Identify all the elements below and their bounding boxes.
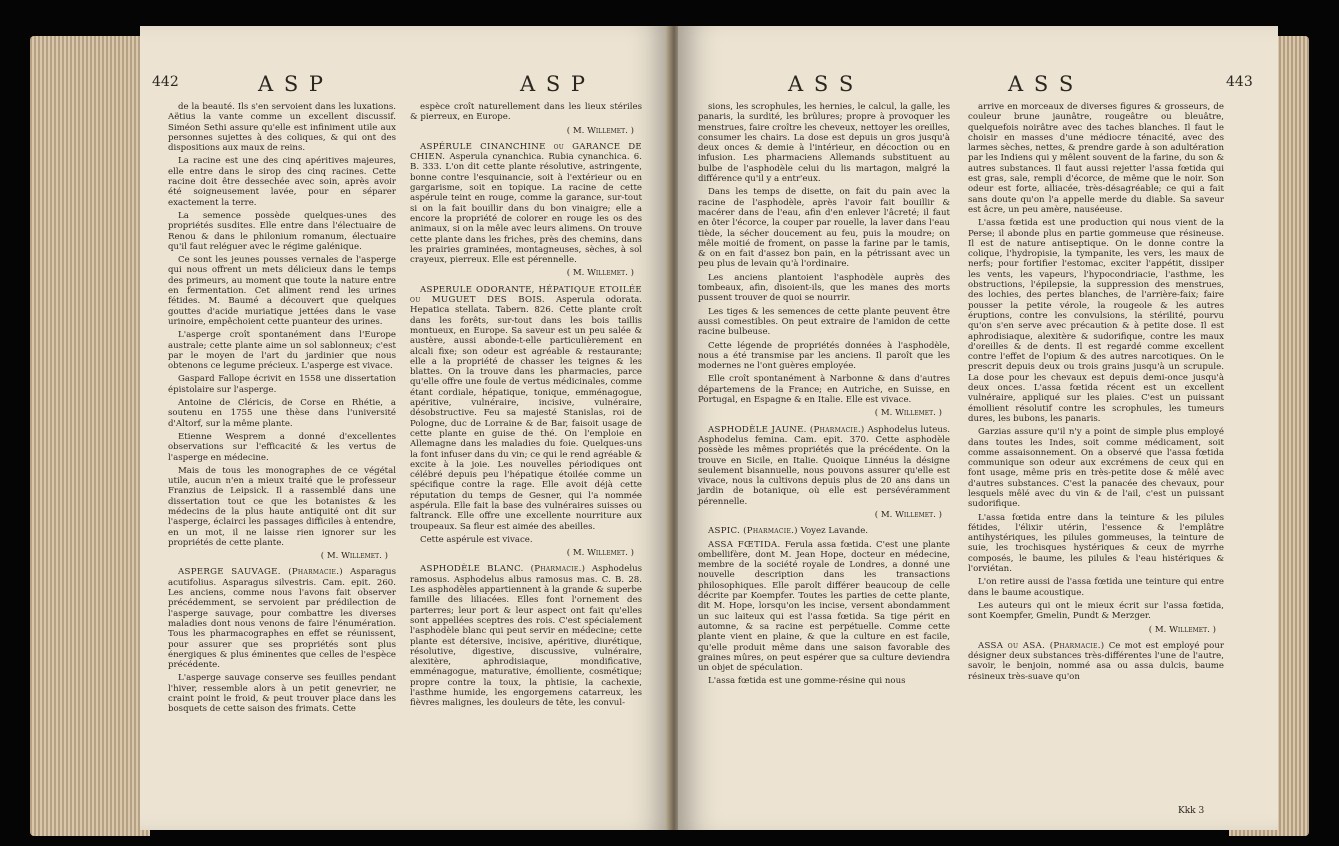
text-column-2 (410, 102, 642, 712)
paragraph-text: L'on retire aussi de l'assa fœtida une teinture qui entre dans le baume acoustique. (968, 577, 1224, 598)
paragraph-text: L'assa fœtida est une production qui nous vient de la Perse; il abonde plus en partie gommeuse que résineuse. Il est de nature antiseptique. On le donne contre la colique, l'hydropisie, la tympanite, les vers, les maux de nerfs; pour fortifier l'estomac, exciter l'appétit, dissiper les vents, les vapeurs, l'hypocondriacie, l'asthme, les obstructions, l'épilepsie, la suppression des menstrues, des lochies, des pertes blanches, de l'arrière-faix; faire pousser la petite vérole, la rougeole & les autres éruptions, contre les convulsions, la stérilité, pourvu qu'on s'en serve avec précaution & à petite dose. Il est aphrodisiaque, alexitère & sudorifique, contre les maux d'oreilles & de dents. Il est regardé comme excellent contre l'effet de l'opium & des autres narcotiques. On le prescrit depuis deux ou trois grains jusqu'à un scrupule. La dose pour les chevaux est depuis demi-once jusqu'à deux onces. L'assa fœtida récent est un excellent vulnéraire, appliqué sur les plaies. C'est un puissant émollient résolutif contre les scrophules, les tumeurs dures, les bubons, les panaris. (968, 218, 1224, 424)
paragraph-text: Asparagus acutifolius. Asparagus silvestris. Cam. epit. 260. Les anciens, comme nous l'avons fait observer précédemment, se servoient par prédilection de l'asperge sauvage, pour combattre les diverses maladies dont nous venons de faire l'énumération. Tous les pharmacographes en effet se réunissent, pour assurer que ses propriétés sont plus énergiques & plus éminentes que celles de l'espèce précédente. (168, 567, 396, 671)
right-page (678, 26, 1278, 830)
paragraph-text: L'assa fœtida est une gomme-résine qui nous (708, 676, 906, 687)
paragraph-text: Dans les temps de disette, on fait du pain avec la racine de l'asphodèle, après l'avoir fait bouillir & macérer dans de l'eau, afin d'en enlever l'âcreté; il faut en ôter l'écorce, la couper par rouelle, la laver dans l'eau tiède, la sécher doucement au feu, puis la moudre; on mêle moitié de froment, on passe la farine par le tamis, & on en fait d'assez bon pain, en la pétrissant avec un peu plus de levain qu'à l'ordinaire. (698, 187, 950, 270)
paragraph-text: Ce sont les jeunes pousses vernales de l'asperge qui nous offrent un mets délicieux dans le temps des primeurs, au moment que toute la nature entre en fermentation. Cet aliment rend les urines fétides. M. Baumé a découvert que quelques gouttes d'acide muriatique jettées dans le vase urinoire, empêchoient cette puanteur des urines. (168, 255, 396, 327)
body-paragraph (698, 273, 950, 304)
catchword: Kkk 3 (1178, 806, 1205, 816)
body-paragraph (698, 374, 950, 405)
paragraph-text: Cette aspérule est vivace. (420, 534, 533, 545)
author-signature: ( M. Willemet. ) (410, 268, 634, 278)
entry-headword: ASSA ou ASA. (Pharmacie.) (978, 640, 1105, 651)
paragraph-text: Voyez Lavande. (800, 526, 869, 537)
paragraph-text: L'assa fœtida entre dans la teinture & les pilules fétides, l'élixir utérin, l'essence & l'emplâtre antihystériques, les pilules gommeuses, la teinture de suie, les trochisques hystériques & ceux de myrrhe composés, le baume, les pilules & l'eau histériques & l'orviétan. (968, 512, 1224, 575)
paragraph-text: L'asperge sauvage conserve ses feuilles pendant l'hiver, ressemble alors à un petit genevrier, ne craint point le froid, & peut trouver place dans les bosquets de cette saison des frimats. Cette (168, 673, 396, 715)
body-paragraph (168, 255, 396, 327)
running-header-right: A S S (1008, 72, 1076, 96)
paragraph-text: Mais de tous les monographes de ce végétal utile, aucun n'en a mieux traité que le professeur Franzius de Leipsick. Il a rassemblé dans une dissertation tout ce que les botanistes & les médecins de la plus haute antiquité ont dit sur l'asperge, éclairci les passages difficiles à entendre, en un mot, il ne laisse rien ignorer sur les propriétés de cette plante. (168, 465, 396, 548)
entry-headword: ASPIC. (Pharmacie.) (708, 526, 798, 537)
paragraph-text: Asperula cynanchica. Rubia cynanchica. 6. B. 333. L'on dit cette plante résolutive, astringente, bonne contre l'esquinancie, soit à l'extérieur ou en gargarisme, soit en topique. La racine de cette aspérule teint en rouge, comme la garance, sur-tout si on la fait bouillir dans du bon vinaigre; elle a encore la propriété de colorer en rouge les os des animaux, si on la mêle avec leurs alimens. On trouve cette plante dans les friches, près des chemins, dans les prairies graminées, montagneuses, sèches, à sol crayeux, pierreux. Elle est pérennelle. (410, 152, 642, 266)
entry-paragraph (698, 526, 950, 536)
paragraph-text: Etienne Wesprem a donné d'excellentes observations sur l'efficacité & les vertus de l'asperge en médecine. (168, 431, 396, 463)
paragraph-text: espèce croît naturellement dans les lieux stériles & pierreux, en Europe. (410, 102, 642, 123)
entry-paragraph (410, 142, 642, 266)
entry-paragraph (410, 285, 642, 532)
text-column-1 (698, 102, 950, 690)
body-paragraph (968, 601, 1224, 622)
author-signature: ( M. Willemet. ) (410, 548, 634, 558)
paragraph-text: L'asperge croît spontanément dans l'Europe australe; cette plante aime un sol sablonneux; c'est par le moyen de l'art du jardinier que nous obtenons ce legume précieux. L'asperge est vivace. (168, 330, 396, 372)
author-signature: ( M. Willemet. ) (968, 625, 1216, 635)
running-header-left: A S P (258, 72, 326, 96)
page-number: 442 (152, 74, 179, 90)
body-paragraph (968, 513, 1224, 575)
left-page (140, 26, 670, 830)
body-paragraph (168, 466, 396, 548)
body-paragraph (698, 341, 950, 372)
paragraph-text: arrive en morceaux de diverses figures & grosseurs, de couleur brune jaunâtre, rougeâtre ou bleuâtre, quelquefois noirâtre avec des taches blanches. Il faut le choisir en masses d'une médiocre ténacité, avec des larmes sèches, nettes, & prendre garde à son adultération par les Indiens qui y mêlent souvent de la farine, du son & autres substances. Il faut aussi rejetter l'assa fœtida qui est gras, sale, rempli d'écorce, de même que le noir. Son odeur est forte, alliacée, très-désagréable; ce qui a fait sans doute qu'on l'a appelle merde du diable. Sa saveur est âcre, un peu amère, nauséeuse. (968, 102, 1224, 215)
entry-headword: ASPÉRULE CINANCHINE ou GARANCE DE CHIEN. (410, 141, 642, 163)
paragraph-text: Asperula odorata. Hepatica stellata. Tabern. 826. Cette plante croît dans les forêts, sur-tout dans les bois taillis montueux, en Europe. Sa saveur est un peu salée & austère, aussi abonde-t-elle particulièrement en alcali fixe; son odeur est agréable & restaurante; elle a la propriété de chasser les teignes & les blattes. On la trouve dans les pharmacies, parce qu'elle offre une foule de vertus médicinales, comme étant cordiale, hépatique, tonique, emménagogue, apéritive, vulnéraire, incisive, vulnéraire, désobstructive. Feu sa majesté Stanislas, roi de Pologne, duc de Lorraine & de Bar, faisoit usage de cette plante en guise de thé. On l'emploie en Allemagne dans les maladies du foie. Quelques-uns la font infuser dans du vin; ce qui le rend agréable & excite à la joie. Les nouvelles périodiques ont célébré depuis peu l'hépatique étoilée comme un spécifique contre la rage. Elle avoit déjà cette réputation du temps de Gesner, qui l'a nommée aspérula. Elle fait la base des vulnéraires suisses ou faltranck. Elle offre une excellente nourriture aux troupeaux. Sa fleur est aimée des abeilles. (410, 295, 642, 532)
body-paragraph (968, 427, 1224, 509)
body-paragraph (698, 187, 950, 269)
body-paragraph (698, 676, 950, 686)
body-paragraph (168, 156, 396, 207)
paragraph-text: Antoine de Cléricis, de Corse en Rhétie, a soutenu en 1755 une thèse dans l'université d'Altorf, sur la même plante. (168, 398, 396, 429)
body-paragraph (168, 211, 396, 252)
body-paragraph (968, 102, 1224, 215)
paragraph-text: Ferula assa fœtida. C'est une plante ombellifère, dont M. Jean Hope, docteur en médecine, membre de la société royale de Londres, a donné une nouvelle description dans les transactions philosophiques. Elle paroît différer beaucoup de celle décrite par Koempfer. Toutes les parties de cette plante, dit M. Hope, lorsqu'on les incise, versent abondamment un suc laiteux qui est l'assa fœtida. Sa tige périt en automne, & sa racine est perpétuelle. Comme cette plante vient en plaine, & que la culture en est facile, qu'elle produit même dans une saison favorable des graines mûres, on peut espérer que sa culture deviendra un objet de spéculation. (698, 539, 951, 674)
body-paragraph (698, 102, 950, 184)
text-column-1 (168, 102, 396, 718)
author-signature: ( M. Willemet. ) (698, 408, 942, 418)
body-paragraph (698, 307, 950, 338)
paragraph-text: Les tiges & les semences de cette plante peuvent être aussi comestibles. On peut extraire de l'amidon de cette racine bulbeuse. (698, 306, 950, 338)
author-signature: ( M. Willemet. ) (698, 510, 942, 520)
paragraph-text: de la beauté. Ils s'en servoient dans les luxations. Aëtius la vante comme un excellent discussif. Siméon Sethi assure qu'elle est infiniment utile aux personnes sujettes à des coliques, & qui ont des dispositions aux maux de reins. (168, 102, 396, 154)
body-paragraph (168, 432, 396, 463)
running-header-right: A S P (520, 72, 588, 96)
entry-paragraph (698, 425, 950, 507)
paragraph-text: Elle croît spontanément à Narbonne & dans d'autres départemens de la France; en Autriche, en Suisse, en Portugal, en Espagne & en Italie. Elle est vivace. (698, 374, 950, 406)
body-paragraph (168, 673, 396, 714)
entry-paragraph (410, 564, 642, 708)
entry-headword: ASPHODÈLE BLANC. (Pharmacie.) (420, 564, 586, 575)
paragraph-text: Les auteurs qui ont le mieux écrit sur l'assa fœtida, sont Koempfer, Gmelin, Pundt & Merzger. (968, 600, 1224, 622)
paragraph-text: sions, les scrophules, les hernies, le calcul, la galle, les panaris, la surdité, les brûlures; propre à provoquer les menstrues, faire croître les cheveux, nettoyer les oreilles, consumer les chairs. La dose est depuis un gros jusqu'à deux onces & demie à l'intérieur, en décoction ou en infusion. Les pharmaciens Allemands substituent au bulbe de l'asphodèle celui du lis martagon, malgré la différence qu'il y a entr'eux. (698, 102, 950, 185)
page-number: 443 (1226, 74, 1253, 90)
author-signature: ( M. Willemet. ) (410, 126, 634, 136)
entry-paragraph (168, 567, 396, 670)
body-paragraph (168, 330, 396, 371)
entry-headword: ASPERGE SAUVAGE. (Pharmacie.) (178, 567, 343, 578)
body-paragraph (410, 535, 642, 545)
page-edges-left (30, 36, 150, 836)
body-paragraph (168, 398, 396, 429)
body-paragraph (168, 102, 396, 153)
author-signature: ( M. Willemet. ) (168, 551, 388, 561)
body-paragraph (968, 218, 1224, 424)
paragraph-text: Gaspard Fallope écrivit en 1558 une dissertation épistolaire sur l'asperge. (168, 374, 396, 395)
paragraph-text: Asphodelus ramosus. Asphodelus albus ramosus mas. C. B. 28. Les asphodèles appartiennent à la grande & superbe famille des liliacées. Elles font l'ornement des parterres; leur port & leur aspect ont fait qu'elles sont appellées sceptres des rois. C'est spécialement l'asphodèle blanc qui peut servir en médecine; cette plante est détersive, incisive, apéritive, diurétique, résolutive, digestive, discussive, vulnéraire, alexitère, aphrodisiaque, mondificative, emménagogue, maturative, émolliente, cosmétique; propre contre la toux, la phtisie, la cachexie, l'asthme humide, les engorgemens catarreux, les fièvres malignes, les douleurs de tête, les convul- (410, 564, 643, 709)
paragraph-text: La racine est une des cinq apéritives majeures, elle entre dans le sirop des cinq racines. Cette racine doit être dessechée avec soin, après avoir été soigneusement lavée, pour en séparer exactement la terre. (168, 156, 396, 208)
body-paragraph (968, 577, 1224, 598)
entry-headword: ASSA FŒTIDA. (708, 539, 781, 550)
entry-paragraph (698, 540, 950, 674)
paragraph-text: Garzias assure qu'il n'y a point de simple plus employé dans toutes les Indes, soit comme médicament, soit comme assaisonnement. On a observé que l'assa fœtida communique son odeur aux excrémens de ceux qui en font usage, même pris en très-petite dose & mêlé avec d'autres substances. C'est la panacée des chevaux, pour lesquels mêlé avec du vin & de l'ail, c'est un puissant sudorifique. (968, 427, 1224, 510)
entry-paragraph (968, 641, 1224, 682)
entry-headword: ASPERULE ODORANTE, HÉPATIQUE ETOILÉE ou MUGUET DES BOIS. (410, 284, 642, 306)
body-paragraph (168, 374, 396, 395)
text-column-2 (968, 102, 1224, 685)
entry-headword: ASPHODÈLE JAUNE. (Pharmacie.) (708, 424, 865, 435)
paragraph-text: Les anciens plantoient l'asphodèle auprès des tombeaux, afin, disoient-ils, que les manes des morts pussent trouver de quoi se nourrir. (698, 272, 950, 304)
paragraph-text: La semence possède quelques-unes des propriétés susdites. Elle entre dans l'électuaire de Renou & dans le philonium romanum, électuaire qu'il faut reléguer avec le régime galénique. (168, 210, 396, 252)
paragraph-text: Ce mot est employé pour désigner deux substances très-différentes l'une de l'autre, savoir, le benjoin, nommé asa ou assa dulcis, baume résineux très-suave qu'on (968, 640, 1225, 682)
paragraph-text: Cette légende de propriétés données à l'asphodèle, nous a été transmise par les anciens. Il paroît que les modernes ne l'ont guères employée. (698, 340, 950, 372)
paragraph-text: Asphodelus luteus. Asphodelus femina. Cam. epit. 370. Cette asphodèle possède les mêmes propriétés que la précédente. On la trouve en Sicile, en Italie. Quoique Linnéus la désigne seulement bisannuelle, nous pouvons assurer qu'elle est vivace, nous la cultivons depuis plus de 20 ans dans un jardin de botanique, où elle est persévéramment pérennelle. (698, 424, 951, 507)
running-header-left: A S S (788, 72, 856, 96)
body-paragraph (410, 102, 642, 123)
